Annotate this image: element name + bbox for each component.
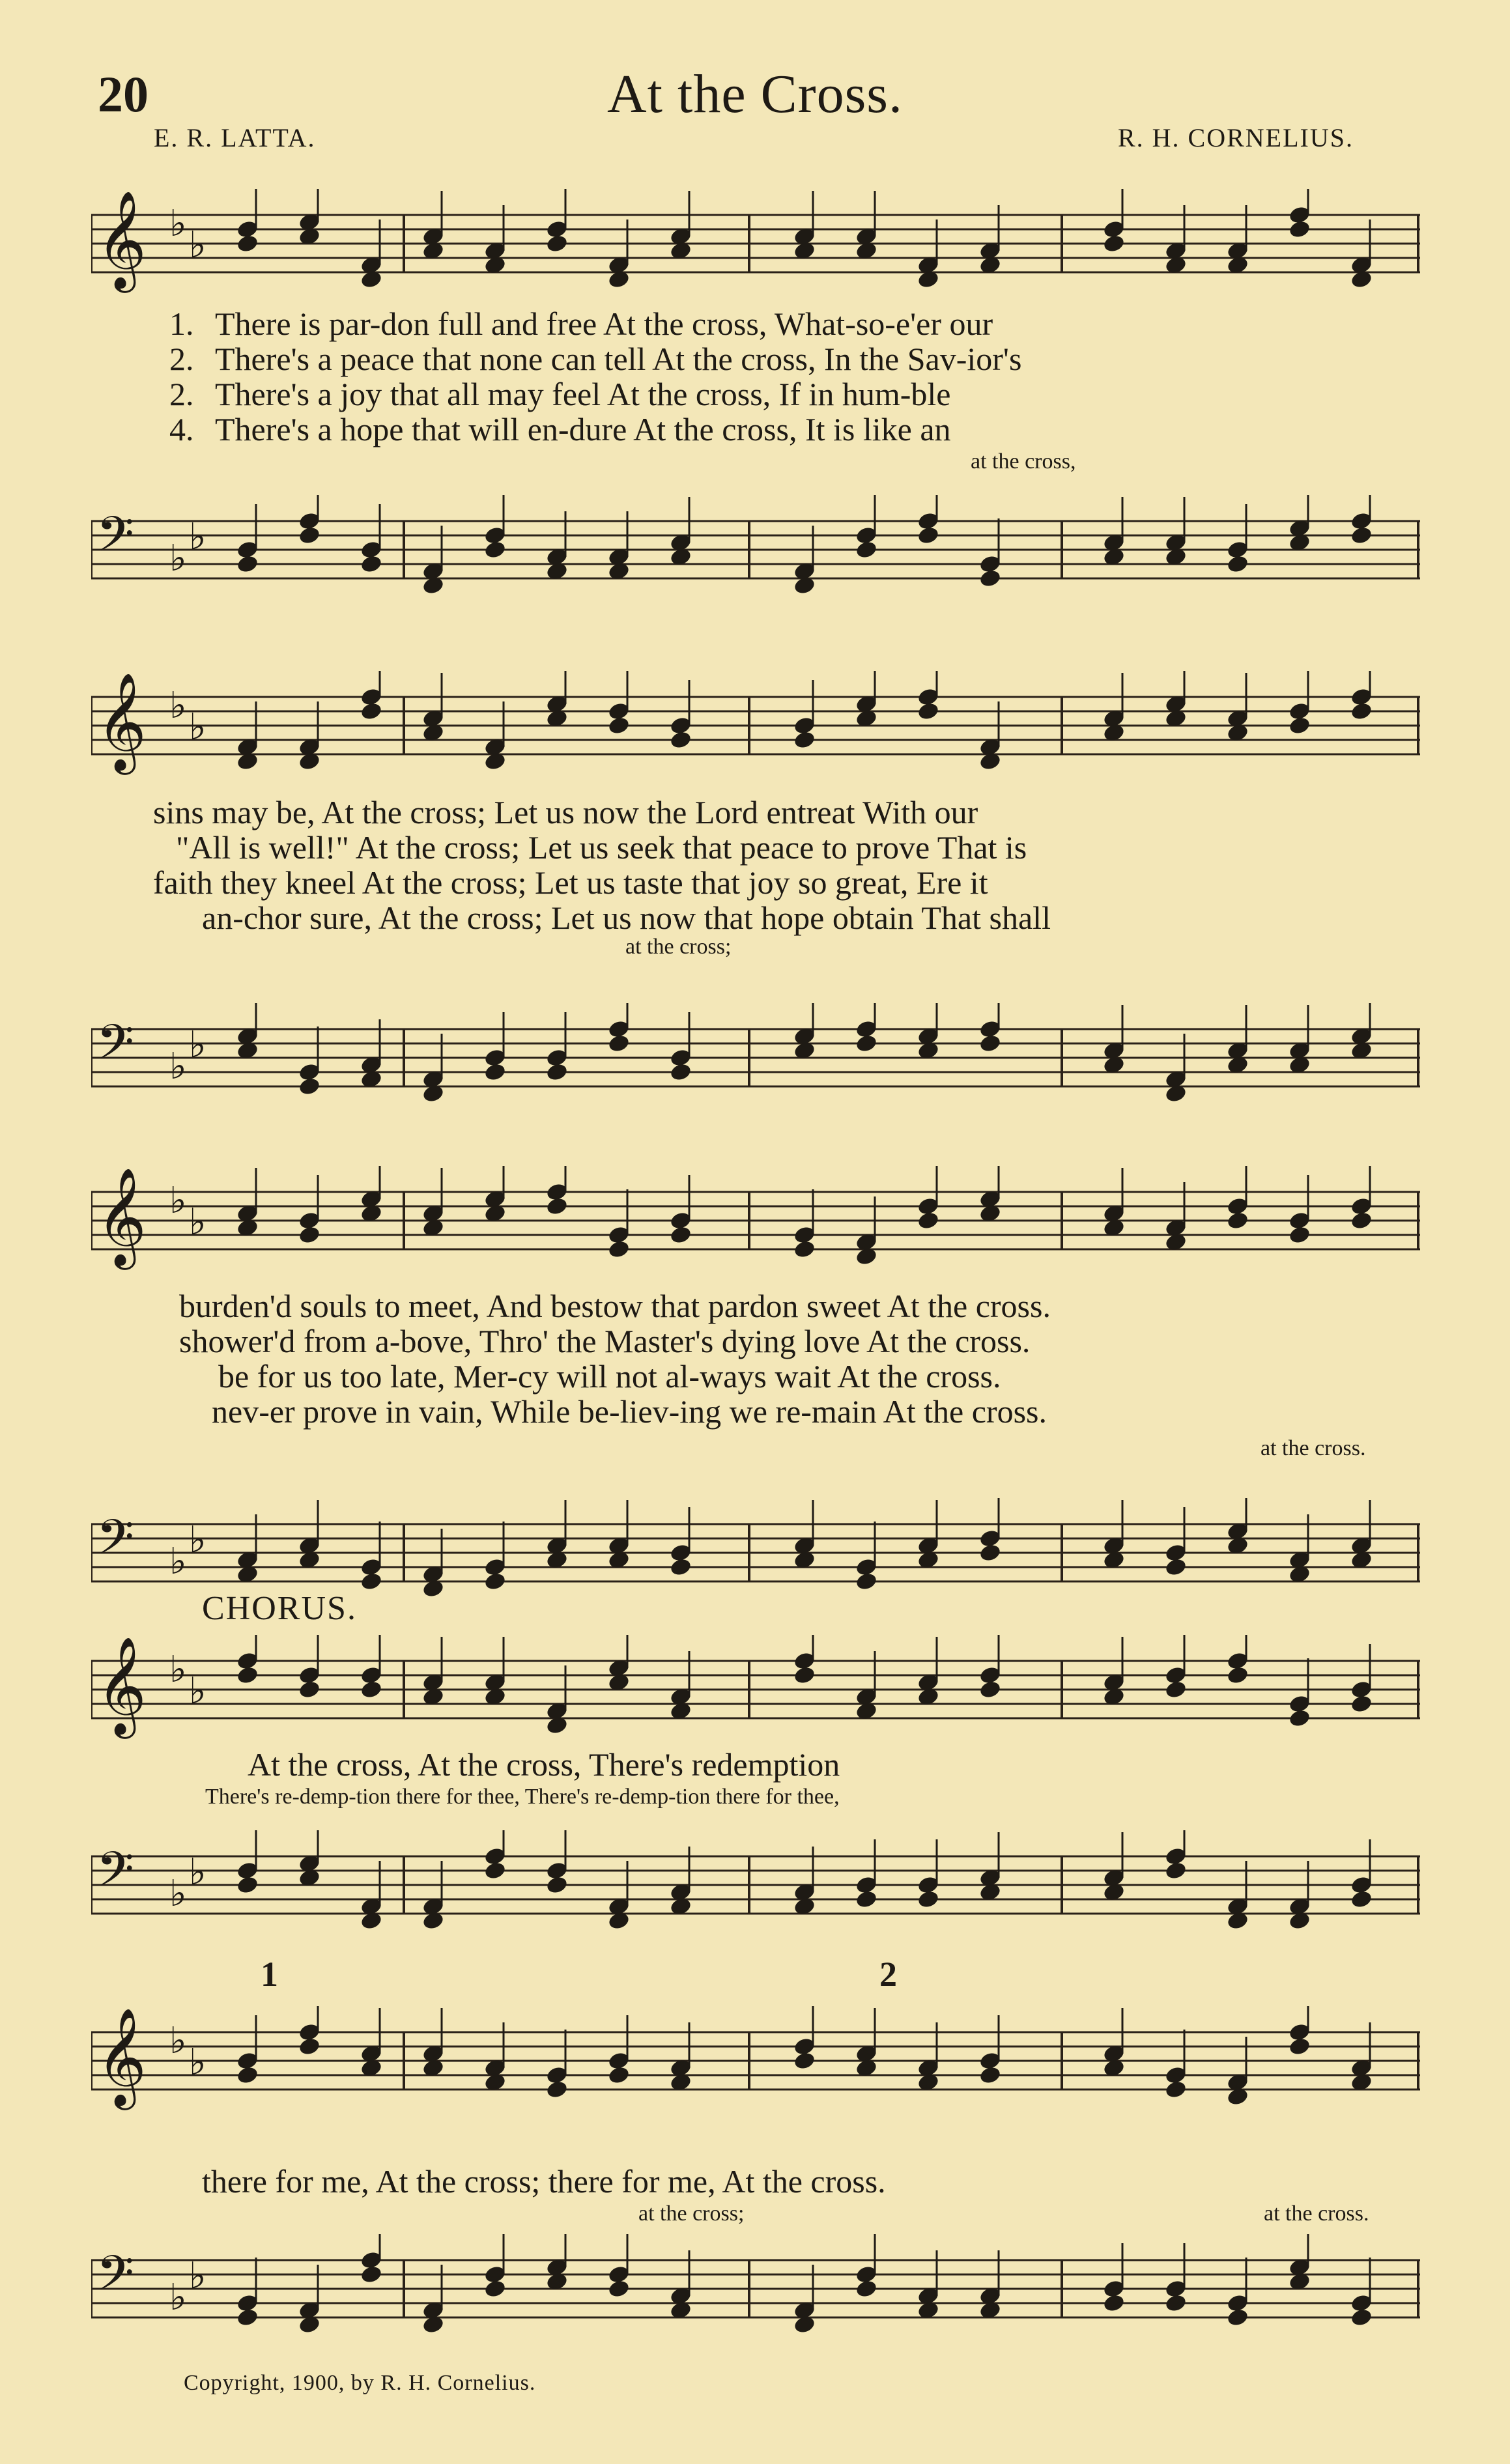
copyright-notice: Copyright, 1900, by R. H. Cornelius. (184, 2371, 536, 2395)
svg-text:♭: ♭ (169, 1180, 187, 1222)
lyric-line: be for us too late, Mer-cy will not al-ways wait At the cross. (218, 1358, 1001, 1395)
svg-text:♭: ♭ (169, 685, 187, 727)
svg-text:𝄢: 𝄢 (96, 506, 134, 574)
music-system-4 (91, 1589, 1420, 1954)
lyric-line: there for me, At the cross; there for me, At the cross. (202, 2163, 886, 2200)
composer-credit: R. H. CORNELIUS. (1117, 123, 1354, 152)
svg-text:𝄢: 𝄢 (96, 1841, 134, 1910)
svg-text:♭: ♭ (169, 1649, 187, 1691)
svg-text:𝄞: 𝄞 (96, 1636, 147, 1735)
echo-text: at the cross; (625, 935, 732, 959)
bass-staff (91, 1003, 1420, 1120)
svg-text:𝄢: 𝄢 (96, 1014, 134, 1083)
svg-text:𝄞: 𝄞 (96, 672, 147, 771)
lyric-line: 1. There is par-don full and free At the cross, What-so-e'er our (169, 305, 993, 342)
svg-text:♭: ♭ (189, 1670, 207, 1712)
treble-staff (91, 1166, 1420, 1283)
author-credit: E. R. LATTA. (154, 123, 316, 152)
echo-text: at the cross, (971, 449, 1076, 474)
svg-text:𝄞: 𝄞 (96, 190, 147, 289)
bass-staff (91, 495, 1420, 612)
svg-text:♭: ♭ (189, 1519, 207, 1561)
svg-text:♭: ♭ (169, 2276, 187, 2319)
svg-text:♭: ♭ (189, 1851, 207, 1893)
chorus-label: CHORUS. (202, 1590, 357, 1627)
svg-text:♭: ♭ (169, 1045, 187, 1088)
svg-text:♭: ♭ (169, 2020, 187, 2062)
svg-text:♭: ♭ (169, 1540, 187, 1583)
lyric-line: shower'd from a-bove, Thro' the Master's dying love At the cross. (179, 1323, 1031, 1359)
svg-text:♭: ♭ (189, 2041, 207, 2084)
svg-text:♭: ♭ (189, 706, 207, 748)
svg-text:♭: ♭ (169, 1873, 187, 1915)
svg-text:𝄢: 𝄢 (96, 2245, 134, 2314)
lyric-line: 2. There's a joy that all may feel At the cross, If in hum-ble (169, 376, 951, 412)
lyric-line: "All is well!" At the cross; Let us seek that peace to prove That is (176, 829, 1027, 866)
lyric-line: nev-er prove in vain, While be-liev-ing we re-main At the cross. (212, 1393, 1047, 1430)
svg-text:♭: ♭ (189, 1201, 207, 1243)
lyric-line: faith they kneel At the cross; Let us taste that joy so great, Ere it (153, 864, 988, 901)
page-number: 20 (98, 66, 149, 122)
lyric-line: At the cross, At the cross, There's redemption (248, 1746, 840, 1783)
treble-staff (91, 189, 1420, 306)
music-system-1 (91, 169, 1420, 612)
treble-staff (91, 2006, 1420, 2123)
ending-1-marker: 1 (261, 1955, 278, 1994)
music-system-2 (91, 638, 1420, 1107)
bass-staff (91, 1830, 1420, 1947)
lyric-line: 4. There's a hope that will en-dure At the cross, It is like an (169, 411, 951, 447)
music-system-3 (91, 1133, 1420, 1602)
lyric-line: burden'd souls to meet, And bestow that pardon sweet At the cross. (179, 1288, 1051, 1324)
lyric-line: 2. There's a peace that none can tell At the cross, In the Sav-ior's (169, 341, 1022, 377)
svg-text:♭: ♭ (169, 203, 187, 245)
lyric-line: sins may be, At the cross; Let us now the Lord entreat With our (153, 794, 978, 830)
lyric-line: an-chor sure, At the cross; Let us now that hope obtain That shall (202, 899, 1051, 936)
svg-text:♭: ♭ (189, 516, 207, 558)
treble-staff (91, 671, 1420, 788)
svg-text:♭: ♭ (169, 537, 187, 580)
bass-staff (91, 2234, 1420, 2351)
svg-text:𝄢: 𝄢 (96, 1509, 134, 1578)
hymn-title: At the Cross. (607, 64, 903, 124)
svg-text:♭: ♭ (189, 224, 207, 266)
treble-staff (91, 1635, 1420, 1752)
echo-text: at the cross. (1261, 1436, 1366, 1460)
svg-text:♭: ♭ (189, 2255, 207, 2297)
echo-text: There's re-demp-tion there for thee, There's re-demp-tion there for thee, (205, 1785, 840, 1809)
svg-text:♭: ♭ (189, 1024, 207, 1066)
ending-2-marker: 2 (879, 1955, 897, 1994)
music-system-5 (91, 1955, 1420, 2351)
svg-text:𝄞: 𝄞 (96, 2007, 147, 2106)
echo-text: at the cross; (638, 2202, 745, 2226)
echo-text: at the cross. (1264, 2202, 1369, 2226)
svg-text:𝄞: 𝄞 (96, 1167, 147, 1266)
